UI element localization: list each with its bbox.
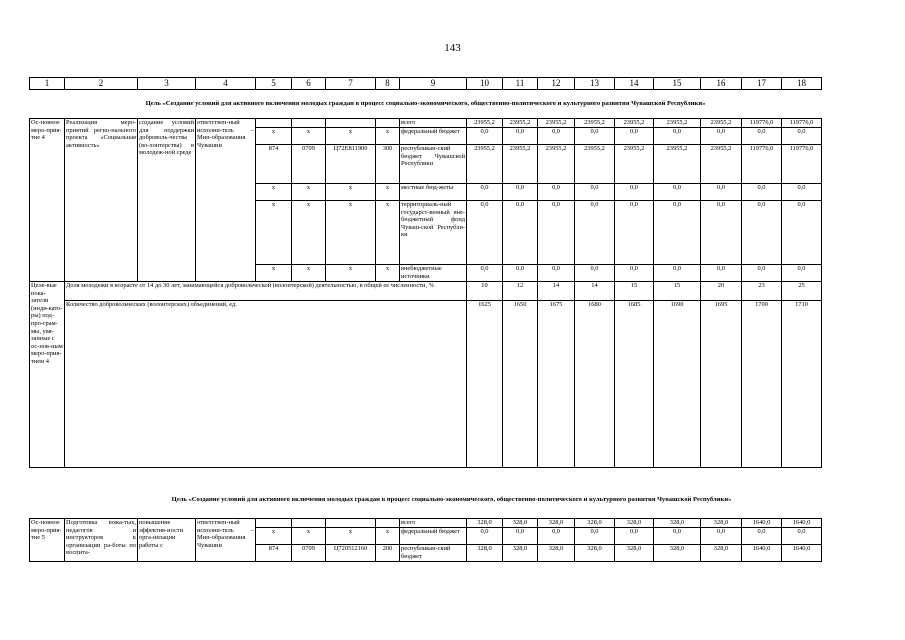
column-number: 5 bbox=[256, 78, 292, 90]
column-number: 13 bbox=[575, 78, 615, 90]
value-cell: 328,0 bbox=[701, 545, 742, 562]
column-number: 9 bbox=[400, 78, 467, 90]
goal-title-1: Цель «Создание условий для активного включения молодых граждан в процесс социально-экономического, общественно-политического и культурного развития Чувашской Республики» bbox=[145, 100, 706, 108]
column-number: 8 bbox=[376, 78, 400, 90]
column-number: 11 bbox=[503, 78, 538, 90]
value-cell: 0,0 bbox=[615, 184, 654, 201]
funding-source: федеральный бюджет bbox=[400, 528, 467, 545]
budget-table-part-2 bbox=[29, 518, 822, 562]
indicator-name: Количество добровольческих (волонтерских) объединений, ед. bbox=[65, 301, 467, 468]
code-cell: x bbox=[326, 128, 376, 145]
goal-row-1 bbox=[30, 90, 822, 119]
value-cell: 0,0 bbox=[575, 128, 615, 145]
value-cell: 0,0 bbox=[654, 128, 701, 145]
indicator-value: 14 bbox=[538, 282, 575, 301]
indicator-value: 1680 bbox=[575, 301, 615, 468]
funding-source: федеральный бюджет bbox=[400, 128, 467, 145]
value-cell: 0,0 bbox=[742, 184, 782, 201]
value-cell: 0,0 bbox=[538, 265, 575, 282]
code-cell: x bbox=[256, 201, 292, 265]
funding-source: республикан-ский бюджет bbox=[400, 545, 467, 562]
indicator-value: 23 bbox=[742, 282, 782, 301]
column-number: 1 bbox=[30, 78, 65, 90]
value-cell: 0,0 bbox=[467, 128, 503, 145]
code-cell: x bbox=[376, 265, 400, 282]
code-cell: x bbox=[376, 128, 400, 145]
value-cell: 328,0 bbox=[467, 519, 503, 528]
value-cell: 328,0 bbox=[701, 519, 742, 528]
funding-source: всего bbox=[400, 119, 467, 128]
column-number: 15 bbox=[654, 78, 701, 90]
value-cell: 0,0 bbox=[538, 184, 575, 201]
value-cell: 23955,2 bbox=[575, 145, 615, 184]
code-cell: x bbox=[292, 128, 326, 145]
value-cell: 0,0 bbox=[503, 265, 538, 282]
value-cell: 328,0 bbox=[615, 545, 654, 562]
code-cell: x bbox=[256, 184, 292, 201]
code-cell: x bbox=[376, 201, 400, 265]
indicator-value: 12 bbox=[503, 282, 538, 301]
indicator-value: 15 bbox=[654, 282, 701, 301]
code-cell: x bbox=[292, 265, 326, 282]
value-cell: 0,0 bbox=[503, 201, 538, 265]
code-cell: x bbox=[292, 184, 326, 201]
event-col1: Ос-новное меро-прия-тие 5 bbox=[30, 519, 65, 562]
value-cell: 119776,0 bbox=[742, 119, 782, 128]
column-number-header bbox=[30, 78, 822, 90]
code-cell bbox=[292, 519, 326, 528]
indicator-name: Доля молодежи в возрасте от 14 до 30 лет, занимающейся добровольческой (волонтерской) деятельностью, в общей ее численности, % bbox=[65, 282, 467, 301]
code-cell: x bbox=[256, 265, 292, 282]
value-cell: 0,0 bbox=[782, 528, 822, 545]
indicator-value: 15 bbox=[615, 282, 654, 301]
value-cell: 0,0 bbox=[701, 528, 742, 545]
code-cell: x bbox=[376, 528, 400, 545]
code-cell: Ц72Е811900 bbox=[326, 145, 376, 184]
value-cell: 23955,2 bbox=[701, 145, 742, 184]
code-cell: 0709 bbox=[292, 145, 326, 184]
indicator-value: 14 bbox=[575, 282, 615, 301]
event-col4: ответствен-ный исполни-тель – Мин-образования Чувашии bbox=[196, 119, 256, 282]
funding-source: внебюджетные источники bbox=[400, 265, 467, 282]
funding-source: местные бюд-жеты bbox=[400, 184, 467, 201]
value-cell: 119776,0 bbox=[782, 119, 822, 128]
value-cell: 0,0 bbox=[467, 201, 503, 265]
event-col3: повышение эффектив-ности орга-низации работы с bbox=[138, 519, 196, 562]
code-cell: x bbox=[326, 265, 376, 282]
code-cell bbox=[256, 119, 292, 128]
value-cell: 1640,0 bbox=[782, 545, 822, 562]
value-cell: 328,0 bbox=[503, 545, 538, 562]
column-number: 18 bbox=[782, 78, 822, 90]
value-cell: 328,0 bbox=[538, 519, 575, 528]
value-cell: 328,0 bbox=[538, 545, 575, 562]
value-cell: 23955,2 bbox=[654, 145, 701, 184]
value-cell: 23955,2 bbox=[503, 145, 538, 184]
value-cell: 0,0 bbox=[654, 184, 701, 201]
value-cell: 0,0 bbox=[742, 265, 782, 282]
indicator-value: 25 bbox=[782, 282, 822, 301]
table-row bbox=[30, 519, 822, 528]
column-number: 4 bbox=[196, 78, 256, 90]
value-cell: 0,0 bbox=[615, 128, 654, 145]
value-cell: 0,0 bbox=[742, 528, 782, 545]
value-cell: 0,0 bbox=[742, 128, 782, 145]
indicator-value: 1675 bbox=[538, 301, 575, 468]
code-cell: x bbox=[326, 528, 376, 545]
value-cell: 0,0 bbox=[782, 184, 822, 201]
funding-source: всего bbox=[400, 519, 467, 528]
code-cell: x bbox=[292, 201, 326, 265]
main-event-5 bbox=[30, 519, 822, 562]
value-cell: 0,0 bbox=[782, 265, 822, 282]
code-cell: Ц720512160 bbox=[326, 545, 376, 562]
value-cell: 0,0 bbox=[654, 265, 701, 282]
column-number: 3 bbox=[138, 78, 196, 90]
funding-source: республикан-ский бюджет Чувашской Республики bbox=[400, 145, 467, 184]
value-cell: 328,0 bbox=[575, 545, 615, 562]
value-cell: 0,0 bbox=[467, 265, 503, 282]
table-row bbox=[30, 282, 822, 301]
value-cell: 23955,2 bbox=[467, 119, 503, 128]
column-number: 12 bbox=[538, 78, 575, 90]
value-cell: 0,0 bbox=[782, 128, 822, 145]
code-cell bbox=[326, 119, 376, 128]
code-cell bbox=[376, 119, 400, 128]
indicator-value: 1695 bbox=[701, 301, 742, 468]
value-cell: 0,0 bbox=[467, 184, 503, 201]
value-cell: 0,0 bbox=[467, 528, 503, 545]
goal-title-2: Цель «Создание условий для активного включения молодых граждан в процесс социально-экономического, общественно-политического и культурного развития Чувашской Республики» bbox=[171, 496, 732, 503]
indicator-value: 10 bbox=[467, 282, 503, 301]
indicator-value: 1700 bbox=[742, 301, 782, 468]
value-cell: 23955,2 bbox=[538, 119, 575, 128]
code-cell: 874 bbox=[256, 545, 292, 562]
column-number: 2 bbox=[65, 78, 138, 90]
indicator-value: 1685 bbox=[615, 301, 654, 468]
value-cell: 0,0 bbox=[575, 265, 615, 282]
code-cell: 0709 bbox=[292, 545, 326, 562]
value-cell: 0,0 bbox=[575, 528, 615, 545]
event-col2: Подготовка вожа-тых, педагогов и инструкторов к организации ра-боты по воспита- bbox=[65, 519, 138, 562]
indicator-value: 1690 bbox=[654, 301, 701, 468]
value-cell: 0,0 bbox=[742, 201, 782, 265]
indicator-value: 1650 bbox=[503, 301, 538, 468]
targets-label: Целе-вые пока-затели (инди-като-ры) под-про-грам-мы, увя-занные с ос-нов-ным меро-прия-тием 4 bbox=[30, 282, 65, 468]
code-cell: 200 bbox=[376, 545, 400, 562]
value-cell: 0,0 bbox=[538, 201, 575, 265]
code-cell bbox=[292, 119, 326, 128]
value-cell: 1640,0 bbox=[742, 545, 782, 562]
value-cell: 23955,2 bbox=[701, 119, 742, 128]
column-number: 16 bbox=[701, 78, 742, 90]
value-cell: 0,0 bbox=[654, 528, 701, 545]
value-cell: 23955,2 bbox=[654, 119, 701, 128]
event-col2: Реализация меро-приятий регио-нального проекта «Социальная активность» bbox=[65, 119, 138, 282]
value-cell: 328,0 bbox=[575, 519, 615, 528]
value-cell: 0,0 bbox=[615, 528, 654, 545]
value-cell: 328,0 bbox=[654, 519, 701, 528]
value-cell: 0,0 bbox=[538, 528, 575, 545]
page-number: 143 bbox=[444, 42, 461, 54]
value-cell: 0,0 bbox=[503, 128, 538, 145]
table-row bbox=[30, 301, 822, 468]
indicator-value: 1710 bbox=[782, 301, 822, 468]
code-cell: x bbox=[256, 528, 292, 545]
value-cell: 23955,2 bbox=[538, 145, 575, 184]
code-cell: x bbox=[256, 128, 292, 145]
code-cell: x bbox=[326, 201, 376, 265]
column-number: 14 bbox=[615, 78, 654, 90]
value-cell: 328,0 bbox=[467, 545, 503, 562]
funding-source: территориаль-ный государст-венный вне-бюджетный фонд Чуваш-ской Республи-ки bbox=[400, 201, 467, 265]
code-cell: 300 bbox=[376, 145, 400, 184]
value-cell: 119776,0 bbox=[742, 145, 782, 184]
value-cell: 0,0 bbox=[575, 184, 615, 201]
value-cell: 0,0 bbox=[615, 201, 654, 265]
value-cell: 0,0 bbox=[503, 184, 538, 201]
value-cell: 0,0 bbox=[701, 184, 742, 201]
event-col4: ответствен-ный исполни-тель – Мин-образования Чувашии bbox=[196, 519, 256, 562]
value-cell: 0,0 bbox=[782, 201, 822, 265]
value-cell: 1640,0 bbox=[782, 519, 822, 528]
value-cell: 23955,2 bbox=[615, 145, 654, 184]
main-event-4 bbox=[30, 119, 822, 282]
value-cell: 328,0 bbox=[615, 519, 654, 528]
value-cell: 328,0 bbox=[654, 545, 701, 562]
value-cell: 0,0 bbox=[575, 201, 615, 265]
indicator-value: 1625 bbox=[467, 301, 503, 468]
value-cell: 23955,2 bbox=[615, 119, 654, 128]
table-row bbox=[30, 119, 822, 128]
column-number: 17 bbox=[742, 78, 782, 90]
value-cell: 0,0 bbox=[503, 528, 538, 545]
event-col3: создание условий для поддержки доброволь-чества (во-лонтерства) в молодеж-ной среде bbox=[138, 119, 196, 282]
value-cell: 23955,2 bbox=[467, 145, 503, 184]
value-cell: 0,0 bbox=[654, 201, 701, 265]
code-cell: x bbox=[376, 184, 400, 201]
value-cell: 0,0 bbox=[701, 201, 742, 265]
code-cell: x bbox=[292, 528, 326, 545]
code-cell bbox=[326, 519, 376, 528]
code-cell: x bbox=[326, 184, 376, 201]
budget-table-part-1 bbox=[29, 77, 822, 468]
column-number: 7 bbox=[326, 78, 376, 90]
value-cell: 0,0 bbox=[701, 128, 742, 145]
indicator-value: 20 bbox=[701, 282, 742, 301]
code-cell bbox=[376, 519, 400, 528]
code-cell: 874 bbox=[256, 145, 292, 184]
value-cell: 0,0 bbox=[538, 128, 575, 145]
column-number: 6 bbox=[292, 78, 326, 90]
value-cell: 1640,0 bbox=[742, 519, 782, 528]
value-cell: 0,0 bbox=[615, 265, 654, 282]
value-cell: 23955,2 bbox=[575, 119, 615, 128]
code-cell bbox=[256, 519, 292, 528]
value-cell: 119776,0 bbox=[782, 145, 822, 184]
value-cell: 23955,2 bbox=[503, 119, 538, 128]
event-col1: Ос-новное меро-прия-тие 4 bbox=[30, 119, 65, 282]
value-cell: 328,0 bbox=[503, 519, 538, 528]
value-cell: 0,0 bbox=[701, 265, 742, 282]
target-indicators bbox=[30, 282, 822, 468]
column-number: 10 bbox=[467, 78, 503, 90]
